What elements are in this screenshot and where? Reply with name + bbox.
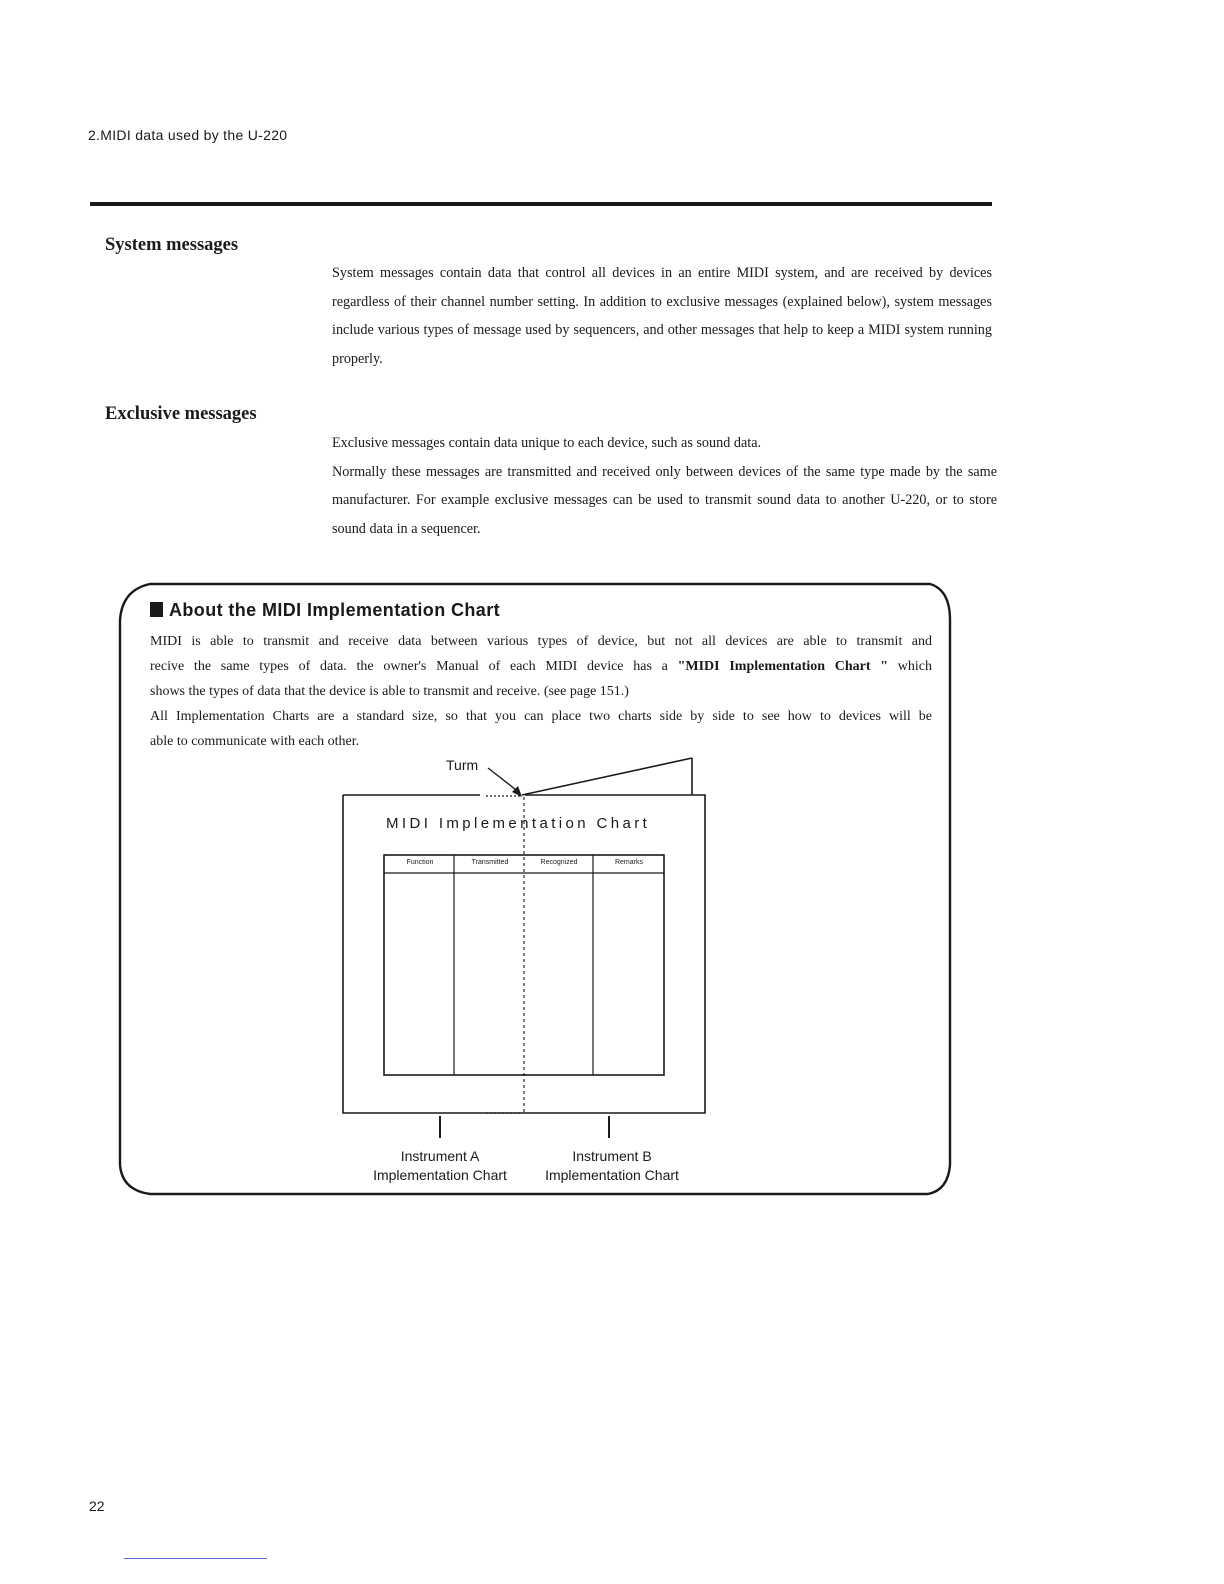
exclusive-messages-paragraph-2: Normally these messages are transmitted and received only between devices of the same type made by the same manufacturer. For example exclusive messages can be used to transmit sound data to another U-220, or to store sound data in a sequencer. [332,463,997,537]
system-messages-paragraph: System messages contain data that control all devices in an entire MIDI system, and are received by devices regardless of their channel number setting. In addition to exclusive messages (explained below), system messages include various types of message used by sequencers, and other messages that help to keep a MIDI system running properly. [332,265,992,367]
running-header: 2.MIDI data used by the U-220 [88,127,288,143]
folded-page-edge [522,758,692,795]
column-header-transmitted: Transmitted [471,859,509,866]
turn-label: Turm [446,757,479,773]
caption-b-line-1: Instrument B [572,1148,652,1164]
caption-a-line-1: Instrument A [400,1148,480,1164]
caption-instrument-a [350,1147,530,1185]
column-header-recognized: Recognized [540,859,578,866]
page-number: 22 [89,1498,105,1514]
exclusive-messages-paragraph-1: Exclusive messages contain data unique to each device, such as sound data. [332,435,762,451]
system-messages-heading: System messages [105,235,239,255]
about-line-2-bold: "MIDI Implementation Chart " [677,659,889,674]
column-header-remarks: Remarks [614,859,643,866]
about-line-3: shows the types of data that the device is able to transmit and receive. (see page 151.) [150,684,629,699]
caption-a-line-2: Implementation Chart [373,1167,507,1183]
about-line-2-start: recive the same types of data. the owner's Manual of each MIDI device has a [150,659,678,674]
footer-rule [124,1558,267,1559]
about-line-2-end: which [888,659,933,674]
caption-b-line-2: Implementation Chart [545,1167,679,1183]
exclusive-messages-heading: Exclusive messages [105,404,257,424]
column-header-function: Function [406,859,434,866]
caption-instrument-b [522,1147,702,1185]
chart-title: MIDI Implementation Chart [386,815,651,832]
about-line-5: able to communicate with each other. [150,734,360,749]
about-line-1: MIDI is able to transmit and receive data between various types of device, but not all devices are able to transmit and [150,634,932,649]
about-box-title: About the MIDI Implementation Chart [169,600,500,620]
about-line-4: All Implementation Charts are a standard size, so that you can place two charts side by side to see how to devices will be [150,709,932,724]
